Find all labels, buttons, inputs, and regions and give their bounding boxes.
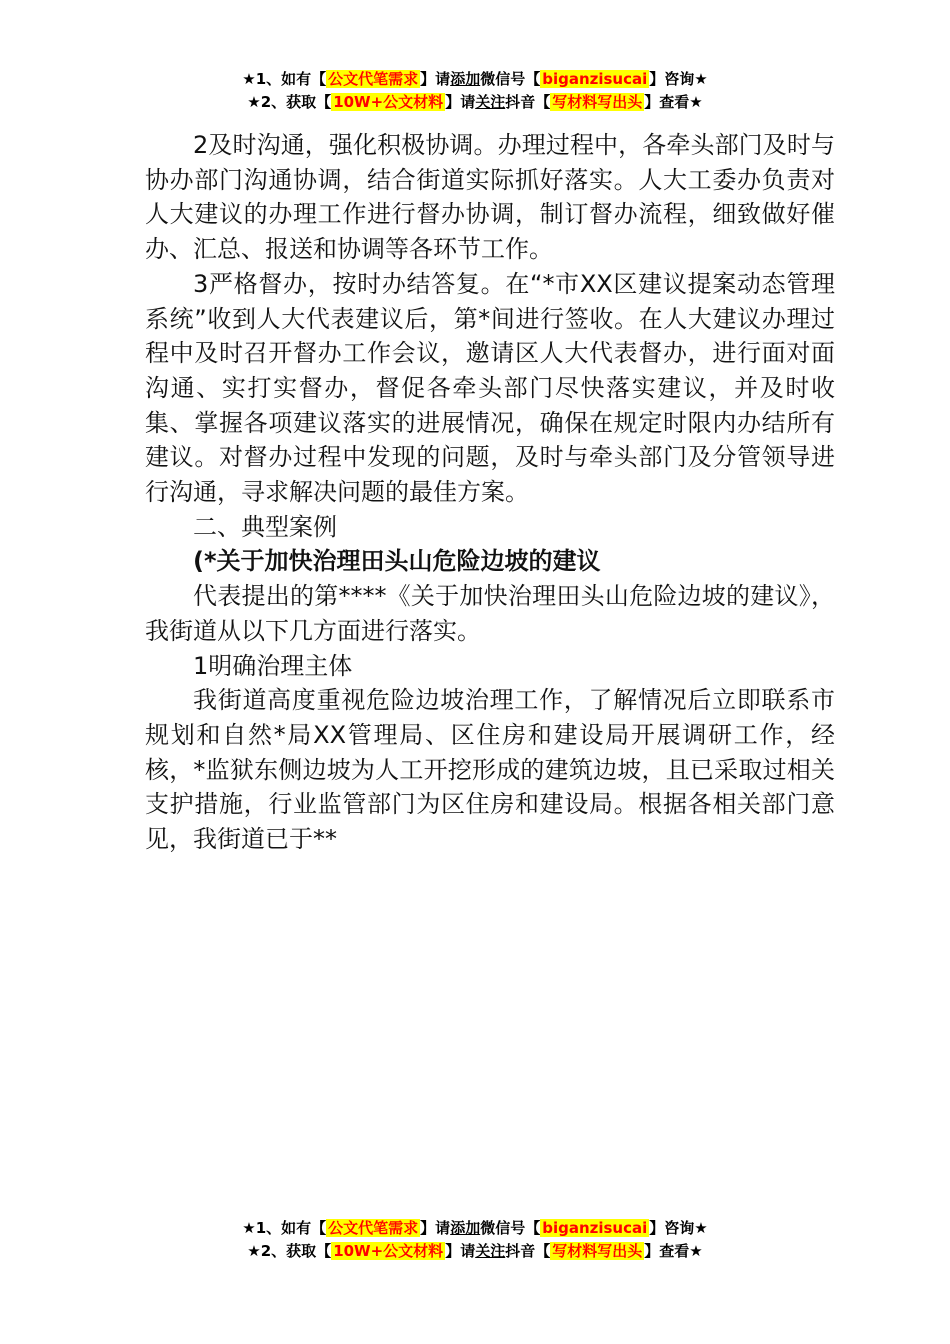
banner-highlight: biganzisucai: [542, 70, 648, 88]
banner-line-1: [0, 1217, 950, 1240]
banner-highlight: 10W+公文材料: [333, 1242, 444, 1260]
banner-text: 】查看★: [644, 93, 703, 111]
paragraph-case-intro: 代表提出的第****《关于加快治理田头山危险边坡的建议》，我街道从以下几方面进行落实。: [145, 582, 835, 645]
paragraph-communication: 2及时沟通，强化积极协调。办理过程中，各牵头部门及时与协办部门沟通协调，结合街道实际抓好落实。人大工委办负责对人大建议的办理工作进行督办协调，制订督办流程，细致做好催办、汇总、报送和协调等各环节工作。: [145, 131, 835, 264]
paragraph-case-detail: 我街道高度重视危险边坡治理工作，了解情况后立即联系市规划和自然*局XX管理局、区住房和建设局开展调研工作，经核，*监狱东侧边坡为人工开挖形成的建筑边坡，且已采取过相关支护措施，行业监管部门为区住房和建设局。根据各相关部门意见，我街道已于**: [145, 686, 835, 854]
banner-text: ★2、获取【: [247, 1242, 332, 1260]
banner-highlight: 公文代笔需求: [328, 70, 419, 88]
top-banner: [0, 68, 950, 114]
banner-text: ★1、如有【: [242, 1219, 327, 1237]
banner-underline: 添加: [450, 1219, 481, 1237]
banner-underline: 关注: [475, 1242, 506, 1260]
paragraph-supervision: 3严格督办，按时办结答复。在“*市XX区建议提案动态管理系统”收到人大代表建议后，第*间进行签收。在人大建议办理过程中及时召开督办工作会议，邀请区人大代表督办，进行面对面沟通、实打实督办，督促各牵头部门尽快落实建议，并及时收集、掌握各项建议落实的进展情况，确保在规定时限内办结所有建议。对督办过程中发现的问题，及时与牵头部门及分管领导进行沟通，寻求解决问题的最佳方案。: [145, 269, 835, 507]
banner-text: 】查看★: [644, 1242, 703, 1260]
banner-line-1: [0, 68, 950, 91]
banner-line-2: [0, 1240, 950, 1263]
banner-underline: 关注: [475, 93, 506, 111]
document-body: [145, 128, 835, 857]
banner-highlight: 公文代笔需求: [328, 1219, 419, 1237]
banner-text: 微信号【: [480, 1219, 541, 1237]
banner-text: 】请: [445, 93, 476, 111]
banner-text: ★1、如有【: [242, 70, 327, 88]
banner-text: 】请: [445, 1242, 476, 1260]
subheading-subject: 1明确治理主体: [193, 651, 353, 680]
banner-highlight: 写材料写出头: [552, 1242, 643, 1260]
case-title: (*关于加快治理田头山危险边坡的建议: [193, 547, 601, 576]
bottom-banner: [0, 1217, 950, 1263]
banner-text: 抖音【: [505, 1242, 551, 1260]
banner-highlight: biganzisucai: [542, 1219, 648, 1237]
section-heading-cases: 二、典型案例: [193, 512, 337, 541]
banner-text: ★2、获取【: [247, 93, 332, 111]
banner-text: 】咨询★: [649, 1219, 708, 1237]
banner-text: 抖音【: [505, 93, 551, 111]
banner-text: 】请: [420, 70, 451, 88]
banner-text: 】请: [420, 1219, 451, 1237]
banner-text: 】咨询★: [649, 70, 708, 88]
banner-highlight: 写材料写出头: [552, 93, 643, 111]
banner-highlight: 10W+公文材料: [333, 93, 444, 111]
banner-text: 微信号【: [480, 70, 541, 88]
banner-underline: 添加: [450, 70, 481, 88]
banner-line-2: [0, 91, 950, 114]
